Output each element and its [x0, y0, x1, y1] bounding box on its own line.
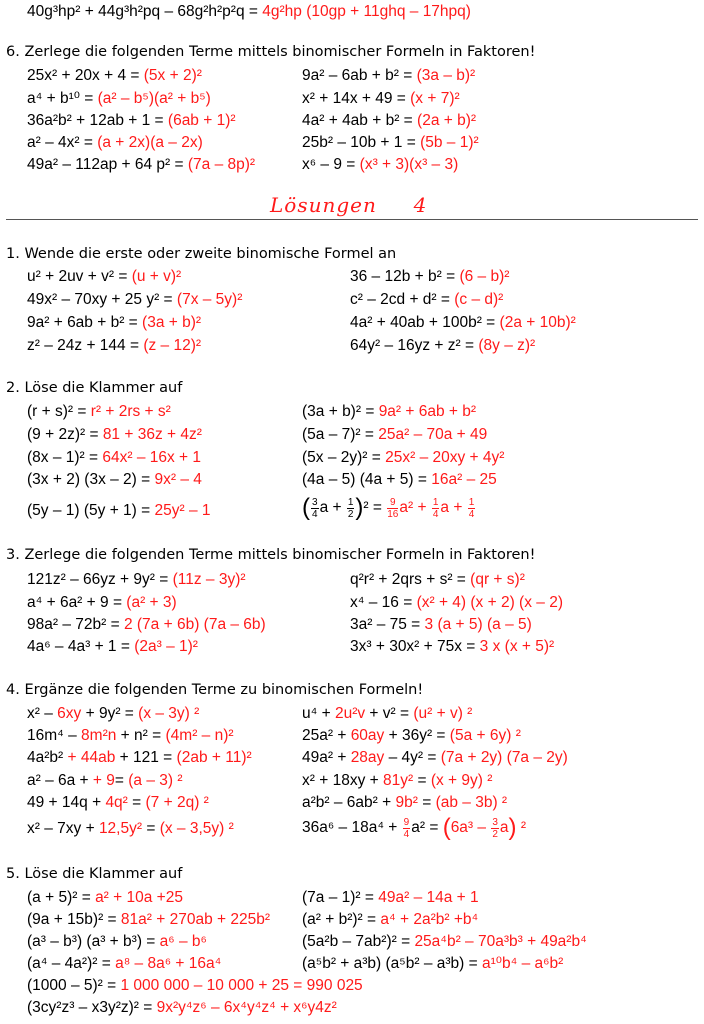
- solution-2-heading: 2. Löse die Klammer auf: [6, 380, 183, 396]
- solution-4-heading: 4. Ergänze die folgenden Terme zu binomischen Formeln!: [6, 682, 424, 698]
- term-row: x² + 14x + 49 = (x + 7)²: [302, 90, 460, 107]
- solution-5-heading: 5. Löse die Klammer auf: [6, 866, 183, 882]
- term-row: (a⁴ – 4a²)² = a⁸ – 8a⁶ + 16a⁴: [27, 955, 222, 972]
- term-row: 64y² – 16yz + z² = (8y – z)²: [350, 337, 536, 354]
- term-row: (5a – 7)² = 25a² – 70a + 49: [302, 426, 488, 443]
- term-row: 16m⁴ – 8m²n + n² = (4m² – n)²: [27, 727, 234, 744]
- term-row: x² + 18xy + 81y² = (x + 9y) ²: [302, 772, 493, 789]
- term-row: 49 + 14q + 4q² = (7 + 2q) ²: [27, 794, 209, 811]
- fraction-term-row: ( $\frac{3}{4}$ a + $\frac{1}{2}$ )² = $\frac{9}{16}$ a² + $\frac{1}{4}$ a + $\frac{1}{4}$: [302, 494, 475, 521]
- term-row: (a + 5)² = a² + 10a +25: [27, 889, 183, 906]
- term-row: x² – 7xy + 12,5y² = (x – 3,5y) ²: [27, 820, 234, 837]
- term-row: 4a² + 40ab + 100b² = (2a + 10b)²: [350, 314, 576, 331]
- fraction-term-row: 36a⁶ – 18a⁴ + $\frac{9}{4}$ a² = (6a³ – $\frac{3}{2}$ a) ²: [302, 814, 526, 841]
- term-row: 49a² – 112ap + 64 p² = (7a – 8p)²: [27, 156, 256, 173]
- term-row: (a² + b²)² = a⁴ + 2a²b² +b⁴: [302, 911, 479, 928]
- term-row: u⁴ + 2u²v + v² = (u² + v) ²: [302, 705, 473, 722]
- divider: [6, 219, 698, 220]
- term-row: (3a + b)² = 9a² + 6ab + b²: [302, 403, 477, 420]
- term-row: 4a⁶ – 4a³ + 1 = (2a³ – 1)²: [27, 638, 198, 655]
- term-row: q²r² + 2qrs + s² = (qr + s)²: [350, 571, 525, 588]
- term-row: (7a – 1)² = 49a² – 14a + 1: [302, 889, 479, 906]
- term-row: (9a + 15b)² = 81a² + 270ab + 225b²: [27, 911, 271, 928]
- term-row: 98a² – 72b² = 2 (7a + 6b) (7a – 6b): [27, 616, 266, 633]
- term-row: 3x³ + 30x² + 75x = 3 x (x + 5)²: [350, 638, 555, 655]
- term-row: c² – 2cd + d² = (c – d)²: [350, 291, 504, 308]
- term-row: a²b² – 6ab² + 9b² = (ab – 3b) ²: [302, 794, 508, 811]
- term-row: (5x – 2y)² = 25x² – 20xy + 4y²: [302, 449, 505, 466]
- term-row: 4a²b² + 44ab + 121 = (2ab + 11)²: [27, 749, 252, 766]
- term-row: u² + 2uv + v² = (u + v)²: [27, 268, 182, 285]
- term-row: 49a² + 28ay – 4y² = (7a + 2y) (7a – 2y): [302, 749, 568, 766]
- term-row: (4a – 5) (4a + 5) = 16a² – 25: [302, 471, 497, 488]
- term-row: 3a² – 75 = 3 (a + 5) (a – 5): [350, 616, 532, 633]
- top-line: 40g³hp² + 44g³h²pq – 68g²h²p²q = 4g²hp (10gp + 11ghq – 17hpq): [27, 3, 471, 20]
- term-row: (5y – 1) (5y + 1) = 25y² – 1: [27, 502, 211, 519]
- term-row: (a³ – b³) (a³ + b³) = a⁶ – b⁶: [27, 933, 207, 950]
- solution-3-heading: 3. Zerlege die folgenden Terme mittels binomischer Formeln in Faktoren!: [6, 547, 536, 563]
- term-row: 25b² – 10b + 1 = (5b – 1)²: [302, 134, 479, 151]
- term-row: (r + s)² = r² + 2rs + s²: [27, 403, 171, 420]
- term-row: (8x – 1)² = 64x² – 16x + 1: [27, 449, 202, 466]
- term-row: a⁴ + 6a² + 9 = (a² + 3): [27, 594, 177, 611]
- term-row: (3cy²z³ – x3y²z)² = 9x²y⁴z⁶ – 6x⁴y⁴z⁴ + x⁶y4z²: [27, 999, 337, 1016]
- term-row: 36a²b² + 12ab + 1 = (6ab + 1)²: [27, 112, 236, 129]
- term-row: (1000 – 5)² = 1 000 000 – 10 000 + 25 = 990 025: [27, 977, 363, 994]
- term-row: (3x + 2) (3x – 2) = 9x² – 4: [27, 471, 202, 488]
- term-row: (5a²b – 7ab²)² = 25a⁴b² – 70a³b³ + 49a²b⁴: [302, 933, 587, 950]
- solutions-title: Lösungen 4: [270, 193, 428, 217]
- term-row: x² – 6xy + 9y² = (x – 3y) ²: [27, 705, 200, 722]
- term-row: x⁴ – 16 = (x² + 4) (x + 2) (x – 2): [350, 594, 563, 611]
- term-row: a² – 4x² = (a + 2x)(a – 2x): [27, 134, 203, 151]
- term-row: (9 + 2z)² = 81 + 36z + 4z²: [27, 426, 202, 443]
- term-row: 49x² – 70xy + 25 y² = (7x – 5y)²: [27, 291, 243, 308]
- term-row: 25x² + 20x + 4 = (5x + 2)²: [27, 67, 202, 84]
- term-row: 36 – 12b + b² = (6 – b)²: [350, 268, 510, 285]
- term-row: 4a² + 4ab + b² = (2a + b)²: [302, 112, 477, 129]
- section-6-heading: 6. Zerlege die folgenden Terme mittels binomischer Formeln in Faktoren!: [6, 44, 536, 60]
- term-row: 25a² + 60ay + 36y² = (5a + 6y) ²: [302, 727, 521, 744]
- term-row: 121z² – 66yz + 9y² = (11z – 3y)²: [27, 571, 246, 588]
- term-row: (a⁵b² + a³b) (a⁵b² – a³b) = a¹⁰b⁴ – a⁶b²: [302, 955, 564, 972]
- term-row: x⁶ – 9 = (x³ + 3)(x³ – 3): [302, 156, 459, 173]
- solution-1-heading: 1. Wende die erste oder zweite binomische Formel an: [6, 246, 397, 262]
- term-row: z² – 24z + 144 = (z – 12)²: [27, 337, 202, 354]
- term-row: a⁴ + b¹⁰ = (a² – b⁵)(a² + b⁵): [27, 90, 211, 107]
- term-row: a² – 6a + + 9= (a – 3) ²: [27, 772, 183, 789]
- term-row: 9a² – 6ab + b² = (3a – b)²: [302, 67, 476, 84]
- term-row: 9a² + 6ab + b² = (3a + b)²: [27, 314, 202, 331]
